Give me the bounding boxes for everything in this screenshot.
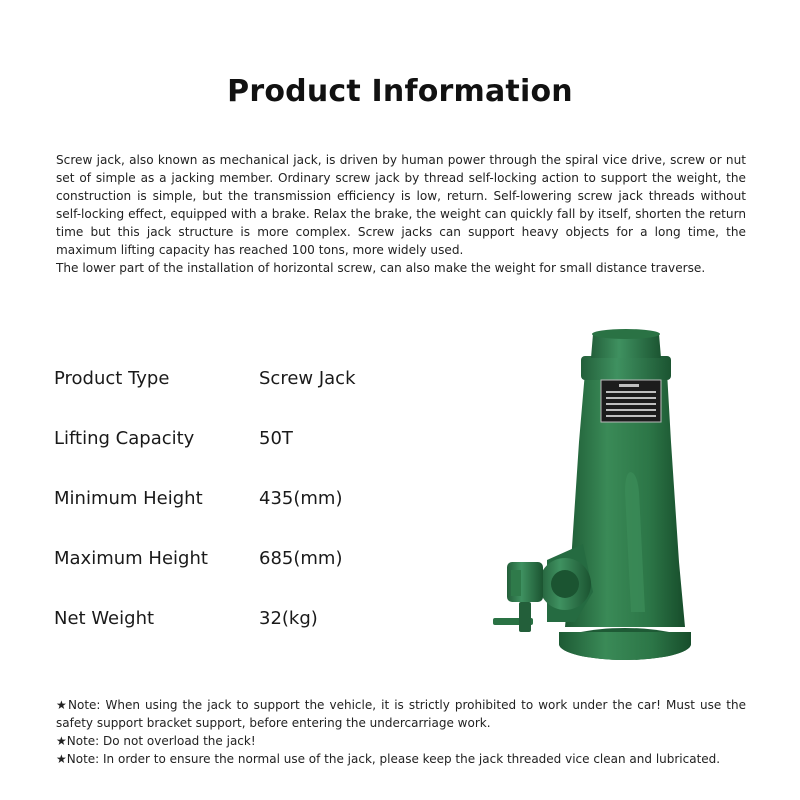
spec-label: Net Weight [54,608,155,629]
spec-row-lifting-capacity [54,428,454,458]
spec-label: Minimum Height [54,488,203,509]
note-item: ★Note: When using the jack to support the vehicle, it is strictly prohibited to work under the car! Must use the safety support bracket support, before entering the undercarriage work. [56,698,746,730]
spec-value: 32(kg) [259,608,318,629]
spec-value: 685(mm) [259,548,343,569]
page-title: Product Information [227,74,573,109]
intro-paragraph-2: The lower part of the installation of horizontal screw, can also make the weight for small distance traverse. [56,261,706,275]
jack-collar [581,356,671,380]
spec-row-product-type [54,368,454,398]
intro-text [56,151,746,277]
spec-value: Screw Jack [259,368,356,389]
spec-row-net-weight [54,608,454,638]
spec-label: Product Type [54,368,170,389]
jack-base-rim [559,632,691,660]
notes-section [56,696,746,768]
spec-label: Maximum Height [54,548,208,569]
spec-value: 435(mm) [259,488,343,509]
spec-value: 50T [259,428,293,449]
spec-row-maximum-height [54,548,454,578]
note-item: ★Note: In order to ensure the normal use of the jack, please keep the jack threaded vice clean and lubricated. [56,752,721,766]
jack-cap-top [592,329,660,339]
intro-paragraph-1: Screw jack, also known as mechanical jack, is driven by human power through the spiral vice drive, screw or nut set of simple as a jacking member. Ordinary screw jack by thread self-locking action to support the weight, the construction is simple, but the transmission efficiency is low, return. Self-lowering screw jack threads without self-locking effect, equipped with a brake. Relax the brake, the weight can quickly fall by itself, shorten the return time but this jack structure is more complex. Screw jacks can support heavy objects for a long time, the maximum lifting capacity has reached 100 tons, more widely used. [56,153,746,257]
screw-jack-image [485,322,700,667]
spec-label: Lifting Capacity [54,428,195,449]
note-item: ★Note: Do not overload the jack! [56,734,256,748]
spec-row-minimum-height [54,488,454,518]
